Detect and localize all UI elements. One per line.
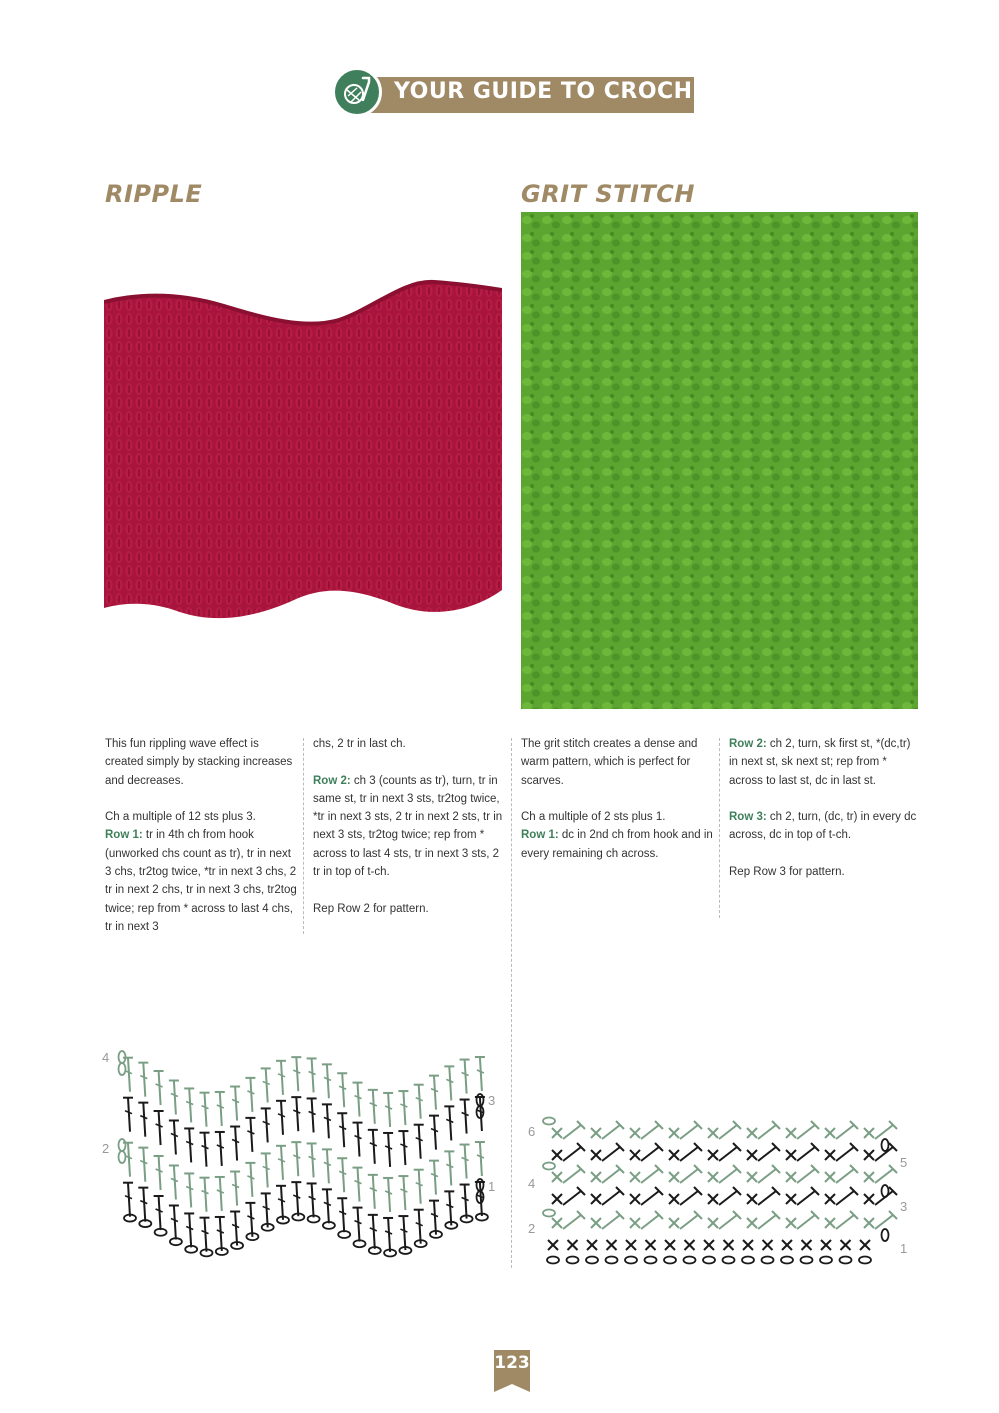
grit-instructions-col1 [521, 735, 713, 863]
ripple-row-number: 4 [102, 1050, 110, 1065]
turning-chain-symbol [543, 1210, 555, 1217]
double-crochet-symbol [747, 1128, 757, 1138]
treble-stitch-symbol [184, 1088, 194, 1122]
treble-stitch-symbol [758, 1187, 780, 1205]
treble-stitch-symbol [398, 1091, 408, 1125]
turning-chain-symbol [543, 1163, 555, 1170]
treble-stitch-symbol [154, 1071, 164, 1105]
grit-row1-label: Row 1: [521, 829, 559, 842]
treble-stitch-symbol [307, 1098, 317, 1132]
ripple-instructions-col1 [105, 735, 297, 936]
treble-stitch-symbol [429, 1116, 439, 1150]
section-divider [511, 738, 512, 1268]
double-crochet-symbol [708, 1218, 718, 1228]
treble-stitch-symbol [383, 1178, 393, 1212]
ripple-row1 [105, 826, 297, 936]
treble-stitch-symbol [307, 1058, 317, 1092]
chain-stitch-symbol [703, 1257, 715, 1264]
treble-stitch-symbol [230, 1172, 240, 1206]
treble-stitch-symbol [169, 1081, 179, 1115]
treble-stitch-symbol [398, 1176, 408, 1210]
treble-stitch-symbol [368, 1130, 378, 1164]
treble-stitch-symbol [563, 1121, 585, 1139]
grit-row2-text: ch 2, turn, sk first st, *(dc,tr) in next st, sk next st; rep from * across to last st, dc in last st. [729, 738, 911, 787]
treble-stitch-symbol [276, 1146, 286, 1180]
treble-stitch-symbol [680, 1165, 702, 1183]
double-crochet-symbol [860, 1240, 870, 1250]
grit-column-divider [719, 738, 720, 918]
treble-stitch-symbol [215, 1217, 225, 1251]
grit-row2-label: Row 2: [729, 738, 767, 750]
treble-stitch-symbol [797, 1143, 819, 1161]
treble-stitch-symbol [797, 1187, 819, 1205]
double-crochet-symbol [825, 1172, 835, 1182]
turning-chain-symbol [543, 1118, 555, 1125]
chain-stitch-symbol [762, 1257, 774, 1264]
yarn-hook-icon [332, 67, 382, 117]
guide-header [332, 67, 724, 117]
treble-stitch-symbol [836, 1211, 858, 1229]
chain-stitch-symbol [840, 1257, 852, 1264]
double-crochet-symbol [685, 1240, 695, 1250]
treble-stitch-symbol [602, 1121, 624, 1139]
double-crochet-symbol [669, 1172, 679, 1182]
grit-repeat: Rep Row 3 for pattern. [729, 866, 845, 879]
double-crochet-symbol [552, 1150, 562, 1160]
treble-stitch-symbol [719, 1143, 741, 1161]
double-crochet-symbol [548, 1240, 558, 1250]
treble-stitch-symbol [353, 1083, 363, 1117]
treble-stitch-symbol [276, 1186, 286, 1220]
treble-stitch-symbol [758, 1121, 780, 1139]
treble-stitch-symbol [337, 1198, 347, 1232]
ripple-instructions-col2 [313, 735, 505, 936]
treble-stitch-symbol [875, 1211, 897, 1229]
grit-instructions-col2 [729, 735, 921, 900]
double-crochet-symbol [802, 1240, 812, 1250]
chain-stitch-symbol [781, 1257, 793, 1264]
treble-stitch-symbol [758, 1143, 780, 1161]
double-crochet-symbol [782, 1240, 792, 1250]
double-crochet-symbol [587, 1240, 597, 1250]
treble-stitch-symbol [353, 1123, 363, 1157]
treble-stitch-symbol [184, 1128, 194, 1162]
treble-stitch-symbol [215, 1177, 225, 1211]
treble-stitch-symbol [383, 1133, 393, 1167]
double-crochet-symbol [864, 1128, 874, 1138]
treble-stitch-symbol [123, 1098, 133, 1132]
double-crochet-symbol [708, 1150, 718, 1160]
double-crochet-symbol [864, 1218, 874, 1228]
treble-stitch-symbol [429, 1076, 439, 1110]
grit-stitch-title: GRIT STITCH [521, 180, 695, 208]
double-crochet-symbol [708, 1128, 718, 1138]
ripple-row1-continued: chs, 2 tr in last ch. [313, 738, 406, 750]
double-crochet-symbol [708, 1194, 718, 1204]
double-crochet-symbol [786, 1194, 796, 1204]
grit-row-number: 4 [528, 1176, 536, 1191]
treble-stitch-symbol [797, 1165, 819, 1183]
double-crochet-symbol [786, 1218, 796, 1228]
ripple-column-divider [303, 738, 304, 934]
grit-row1 [521, 826, 713, 863]
treble-stitch-symbol [169, 1166, 179, 1200]
treble-stitch-symbol [200, 1178, 210, 1212]
treble-stitch-symbol [383, 1093, 393, 1127]
ripple-row1-label: Row 1: [105, 829, 143, 842]
double-crochet-symbol [786, 1172, 796, 1182]
double-crochet-symbol [552, 1128, 562, 1138]
double-crochet-symbol [669, 1150, 679, 1160]
grit-row3-text: ch 2, turn, (dc, tr) in every dc across, dc in top of t-ch. [729, 811, 917, 842]
treble-stitch-symbol [475, 1142, 485, 1176]
treble-stitch-symbol [245, 1203, 255, 1237]
treble-stitch-symbol [261, 1153, 271, 1187]
treble-stitch-symbol [602, 1143, 624, 1161]
grit-row1-text: dc in 2nd ch from hook and in every remaining ch across. [521, 829, 713, 860]
treble-stitch-symbol [641, 1121, 663, 1139]
double-crochet-symbol [630, 1194, 640, 1204]
treble-stitch-symbol [429, 1201, 439, 1235]
chain-stitch-symbol [742, 1257, 754, 1264]
treble-stitch-symbol [138, 1148, 148, 1182]
grit-row-number: 6 [528, 1124, 536, 1139]
treble-stitch-symbol [719, 1165, 741, 1183]
treble-stitch-symbol [836, 1187, 858, 1205]
treble-stitch-symbol [641, 1211, 663, 1229]
treble-stitch-symbol [368, 1175, 378, 1209]
treble-stitch-symbol [414, 1210, 424, 1244]
treble-stitch-symbol [154, 1196, 164, 1230]
treble-stitch-symbol [337, 1158, 347, 1192]
treble-stitch-symbol [719, 1187, 741, 1205]
treble-stitch-symbol [123, 1183, 133, 1217]
treble-stitch-symbol [230, 1212, 240, 1246]
header-title: YOUR GUIDE TO CROCHET [394, 79, 724, 104]
chain-stitch-symbol [723, 1257, 735, 1264]
treble-stitch-symbol [184, 1213, 194, 1247]
double-crochet-symbol [646, 1240, 656, 1250]
chain-stitch-symbol [859, 1257, 871, 1264]
treble-stitch-symbol [429, 1161, 439, 1195]
treble-stitch-symbol [322, 1149, 332, 1183]
treble-stitch-symbol [291, 1142, 301, 1176]
treble-stitch-symbol [563, 1211, 585, 1229]
treble-stitch-symbol [337, 1113, 347, 1147]
treble-stitch-symbol [184, 1173, 194, 1207]
turning-chain-symbol [119, 1151, 126, 1163]
double-crochet-symbol [747, 1218, 757, 1228]
double-crochet-symbol [821, 1240, 831, 1250]
treble-stitch-symbol [797, 1121, 819, 1139]
double-crochet-symbol [665, 1240, 675, 1250]
treble-stitch-symbol [169, 1121, 179, 1155]
treble-stitch-symbol [460, 1060, 470, 1094]
ripple-row-number: 2 [102, 1141, 110, 1156]
treble-stitch-symbol [398, 1216, 408, 1250]
double-crochet-symbol [747, 1194, 757, 1204]
double-crochet-symbol [864, 1172, 874, 1182]
treble-stitch-symbol [138, 1103, 148, 1137]
treble-stitch-symbol [875, 1143, 897, 1161]
treble-stitch-symbol [414, 1125, 424, 1159]
double-crochet-symbol [786, 1128, 796, 1138]
treble-stitch-symbol [398, 1131, 408, 1165]
ripple-row2 [313, 772, 505, 882]
treble-stitch-symbol [368, 1215, 378, 1249]
double-crochet-symbol [669, 1194, 679, 1204]
treble-stitch-symbol [414, 1085, 424, 1119]
treble-stitch-symbol [215, 1092, 225, 1126]
turning-chain-symbol [119, 1139, 126, 1151]
treble-stitch-symbol [261, 1193, 271, 1227]
treble-stitch-symbol [444, 1191, 454, 1225]
grit-setup: Ch a multiple of 2 sts plus 1. [521, 811, 666, 824]
treble-stitch-symbol [353, 1168, 363, 1202]
treble-stitch-symbol [602, 1165, 624, 1183]
grit-row3 [729, 808, 921, 845]
double-crochet-symbol [825, 1150, 835, 1160]
treble-stitch-symbol [307, 1183, 317, 1217]
treble-stitch-symbol [444, 1066, 454, 1100]
treble-stitch-symbol [836, 1165, 858, 1183]
turning-chain-symbol [882, 1229, 889, 1241]
double-crochet-symbol [825, 1218, 835, 1228]
ripple-row2-text: ch 3 (counts as tr), turn, tr in same st, tr in next 3 sts, tr2tog twice, *tr in next 3 sts, 2 tr in next 2 sts, tr in next 3 sts, tr2tog twice; rep from * across to last 4 sts, tr in next 3 sts, 2 tr in top of t-ch. [313, 774, 503, 879]
treble-stitch-symbol [641, 1187, 663, 1205]
double-crochet-symbol [626, 1240, 636, 1250]
turning-chain-symbol [119, 1063, 126, 1075]
grit-row-number: 2 [528, 1221, 536, 1236]
chain-stitch-symbol [820, 1257, 832, 1264]
treble-stitch-symbol [680, 1187, 702, 1205]
double-crochet-symbol [630, 1218, 640, 1228]
double-crochet-symbol [724, 1240, 734, 1250]
chain-stitch-symbol [684, 1257, 696, 1264]
treble-stitch-symbol [641, 1143, 663, 1161]
treble-stitch-symbol [261, 1108, 271, 1142]
grit-stitch-chart [525, 1105, 915, 1270]
treble-stitch-symbol [138, 1188, 148, 1222]
double-crochet-symbol [630, 1150, 640, 1160]
grit-row-number: 1 [900, 1241, 908, 1256]
grit-row-number: 3 [900, 1199, 908, 1214]
treble-stitch-symbol [322, 1104, 332, 1138]
double-crochet-symbol [708, 1172, 718, 1182]
double-crochet-symbol [841, 1240, 851, 1250]
treble-stitch-symbol [563, 1143, 585, 1161]
double-crochet-symbol [591, 1128, 601, 1138]
treble-stitch-symbol [230, 1127, 240, 1161]
double-crochet-symbol [669, 1128, 679, 1138]
treble-stitch-symbol [680, 1211, 702, 1229]
treble-stitch-symbol [563, 1187, 585, 1205]
double-crochet-symbol [591, 1150, 601, 1160]
double-crochet-symbol [786, 1150, 796, 1160]
treble-stitch-symbol [368, 1090, 378, 1124]
chain-stitch-symbol [586, 1257, 598, 1264]
treble-stitch-symbol [719, 1211, 741, 1229]
treble-stitch-symbol [641, 1165, 663, 1183]
treble-stitch-symbol [276, 1101, 286, 1135]
ripple-row1-text: tr in 4th ch from hook (unworked chs count as tr), tr in next 3 chs, tr2tog twice, *tr in next 3 chs, 2 tr in next 2 chs, tr in next 3 chs, tr2tog twice; rep from * across to last 4 chs, tr in next 3 [105, 829, 297, 933]
treble-stitch-symbol [322, 1189, 332, 1223]
treble-stitch-symbol [758, 1165, 780, 1183]
double-crochet-symbol [630, 1172, 640, 1182]
grit-row3-label: Row 3: [729, 811, 767, 824]
double-crochet-symbol [591, 1194, 601, 1204]
treble-stitch-symbol [322, 1064, 332, 1098]
treble-stitch-symbol [291, 1057, 301, 1091]
double-crochet-symbol [747, 1150, 757, 1160]
treble-stitch-symbol [307, 1143, 317, 1177]
double-crochet-symbol [763, 1240, 773, 1250]
grit-intro: The grit stitch creates a dense and warm pattern, which is perfect for scarves. [521, 738, 698, 787]
double-crochet-symbol [630, 1128, 640, 1138]
double-crochet-symbol [864, 1194, 874, 1204]
ripple-stitch-chart [100, 1045, 500, 1270]
ripple-row-number: 3 [488, 1093, 496, 1108]
treble-stitch-symbol [475, 1057, 485, 1091]
double-crochet-symbol [669, 1218, 679, 1228]
treble-stitch-symbol [200, 1133, 210, 1167]
chain-stitch-symbol [801, 1257, 813, 1264]
treble-stitch-symbol [680, 1143, 702, 1161]
treble-stitch-symbol [414, 1170, 424, 1204]
chain-stitch-symbol [645, 1257, 657, 1264]
chain-stitch-symbol [625, 1257, 637, 1264]
treble-stitch-symbol [245, 1163, 255, 1197]
ripple-row2-label: Row 2: [313, 774, 351, 787]
treble-stitch-symbol [261, 1068, 271, 1102]
grit-row-number: 5 [900, 1155, 908, 1170]
treble-stitch-symbol [230, 1087, 240, 1121]
double-crochet-symbol [743, 1240, 753, 1250]
double-crochet-symbol [591, 1218, 601, 1228]
chain-stitch-symbol [547, 1257, 559, 1264]
treble-stitch-symbol [276, 1061, 286, 1095]
double-crochet-symbol [552, 1172, 562, 1182]
treble-stitch-symbol [602, 1187, 624, 1205]
treble-stitch-symbol [138, 1063, 148, 1097]
treble-stitch-symbol [836, 1143, 858, 1161]
double-crochet-symbol [825, 1194, 835, 1204]
double-crochet-symbol [747, 1172, 757, 1182]
treble-stitch-symbol [245, 1078, 255, 1112]
treble-stitch-symbol [460, 1100, 470, 1134]
treble-stitch-symbol [444, 1151, 454, 1185]
turning-chain-symbol [882, 1185, 889, 1197]
treble-stitch-symbol [383, 1218, 393, 1252]
page-number-tab [494, 1350, 530, 1392]
treble-stitch-symbol [353, 1208, 363, 1242]
ripple-setup: Ch a multiple of 12 sts plus 3. [105, 811, 256, 824]
treble-stitch-symbol [215, 1132, 225, 1166]
double-crochet-symbol [704, 1240, 714, 1250]
treble-stitch-symbol [444, 1106, 454, 1140]
grit-stitch-swatch-photo [521, 212, 918, 709]
treble-stitch-symbol [797, 1211, 819, 1229]
treble-stitch-symbol [245, 1118, 255, 1152]
treble-stitch-symbol [337, 1073, 347, 1107]
treble-stitch-symbol [875, 1121, 897, 1139]
double-crochet-symbol [568, 1240, 578, 1250]
double-crochet-symbol [591, 1172, 601, 1182]
treble-stitch-symbol [680, 1121, 702, 1139]
treble-stitch-symbol [836, 1121, 858, 1139]
ripple-swatch-photo [104, 270, 502, 640]
treble-stitch-symbol [602, 1211, 624, 1229]
ripple-intro: This fun rippling wave effect is created simply by stacking increases and decreases. [105, 738, 293, 787]
double-crochet-symbol [607, 1240, 617, 1250]
treble-stitch-symbol [460, 1145, 470, 1179]
treble-stitch-symbol [169, 1206, 179, 1240]
chain-stitch-symbol [664, 1257, 676, 1264]
ripple-row-number: 1 [488, 1179, 496, 1194]
treble-stitch-symbol [563, 1165, 585, 1183]
double-crochet-symbol [825, 1128, 835, 1138]
double-crochet-symbol [552, 1218, 562, 1228]
ripple-title: RIPPLE [105, 180, 203, 208]
treble-stitch-symbol [460, 1185, 470, 1219]
double-crochet-symbol [552, 1194, 562, 1204]
treble-stitch-symbol [200, 1218, 210, 1252]
treble-stitch-symbol [291, 1097, 301, 1131]
treble-stitch-symbol [154, 1156, 164, 1190]
treble-stitch-symbol [200, 1093, 210, 1127]
treble-stitch-symbol [154, 1111, 164, 1145]
turning-chain-symbol [882, 1139, 889, 1151]
treble-stitch-symbol [291, 1182, 301, 1216]
page-number: 123 [494, 1353, 530, 1373]
chain-stitch-symbol [606, 1257, 618, 1264]
ripple-repeat: Rep Row 2 for pattern. [313, 902, 429, 915]
chain-stitch-symbol [567, 1257, 579, 1264]
treble-stitch-symbol [719, 1121, 741, 1139]
treble-stitch-symbol [875, 1165, 897, 1183]
double-crochet-symbol [864, 1150, 874, 1160]
treble-stitch-symbol [758, 1211, 780, 1229]
grit-row2 [729, 735, 921, 790]
